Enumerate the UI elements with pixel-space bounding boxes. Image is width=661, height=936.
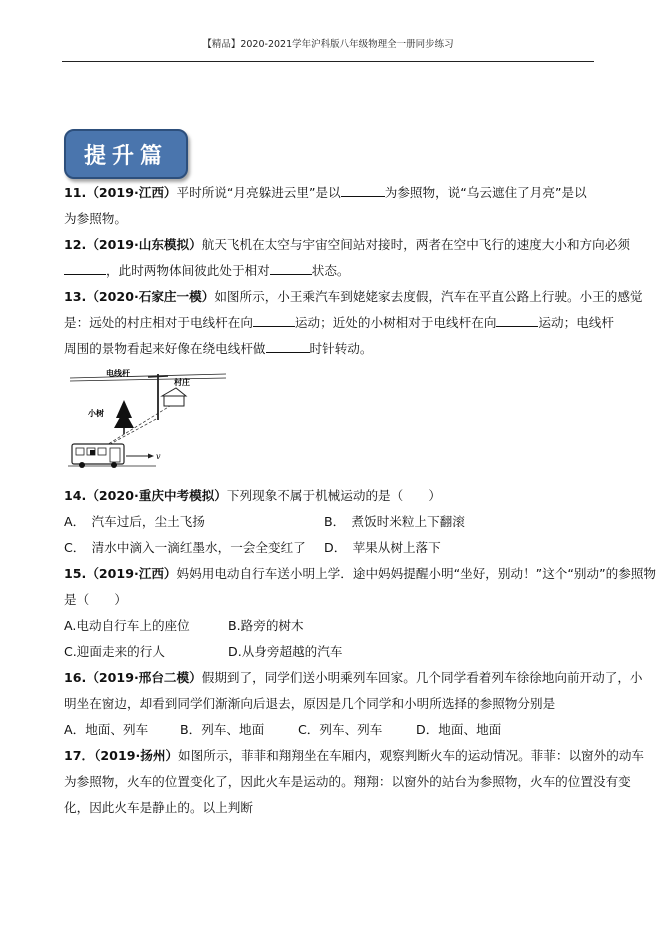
option-c: C.迎面走来的行人 <box>64 644 165 659</box>
bus-wheel <box>79 462 85 468</box>
option-a: A． 汽车过后，尘土飞扬 <box>64 514 205 529</box>
bus-window <box>76 448 84 455</box>
tree-label: 小树 <box>88 409 104 418</box>
village-label: 村庄 <box>174 378 190 387</box>
option-b: B． 煮饭时米粒上下翻滚 <box>324 514 465 529</box>
pole-crossarm <box>148 376 168 377</box>
answer-blank <box>496 314 538 327</box>
wire-line <box>70 378 226 381</box>
question-11-line-1: 11.（2019·江西）平时所说“月亮躲进云里”是以 为参照物，说“乌云遮住了月亮”是以 <box>64 185 587 200</box>
passenger-head <box>90 450 95 455</box>
answer-blank <box>266 340 310 353</box>
option-a: A．地面、列车 <box>64 722 149 737</box>
question-13-line-2: 是：远处的村庄相对于电线杆在向 运动；近处的小树相对于电线杆在向 运动；电线杆 <box>64 315 614 330</box>
header-divider <box>62 61 594 62</box>
question-number: 16. <box>64 670 87 685</box>
section-badge: 提升篇 <box>64 129 188 179</box>
question-17-line-1: 17．（2019·扬州）如图所示，菲菲和翔翔坐在车厢内，观察判断火车的运动情况。菲菲：以窗外的动车 <box>64 748 645 763</box>
option-d: D.从身旁超越的汽车 <box>228 644 343 659</box>
question-13-line-3: 周围的景物看起来好像在绕电线杆做 时针转动。 <box>64 341 373 356</box>
question-12-line-2: ，此时两物体间彼此处于相对 状态。 <box>64 262 350 280</box>
village-roof <box>162 388 186 396</box>
question-number: 11. <box>64 185 87 200</box>
answer-blank <box>253 314 295 327</box>
pole-label: 电线杆 <box>106 369 130 378</box>
question-source: （2019·江西） <box>86 566 177 581</box>
question-source: （2019·扬州） <box>94 748 179 763</box>
question-number: 15. <box>64 566 87 581</box>
bus-window <box>98 448 106 455</box>
option-b: B.路旁的树木 <box>228 618 304 633</box>
question-13-line-1: 13.（2020·石家庄一模）如图所示，小王乘汽车到姥姥家去度假，汽车在平直公路上行驶。小王的感觉 <box>64 289 643 304</box>
option-b: B．列车、地面 <box>180 722 265 737</box>
velocity-arrowhead <box>148 454 154 459</box>
question-16-line-1: 16.（2019·邢台二模）假期到了，同学们送小明乘列车回家。几个同学看着列车徐徐地向前开动了，小 <box>64 670 643 685</box>
question-number: 12. <box>64 237 87 252</box>
question-source: （2020·重庆中考模拟） <box>86 488 227 503</box>
tree-shape <box>114 410 134 428</box>
option-a: A.电动自行车上的座位 <box>64 618 190 633</box>
option-c: C．列车、列车 <box>298 722 383 737</box>
question-14-line-1: 14.（2020·重庆中考模拟）下列现象不属于机械运动的是（ ） <box>64 488 441 503</box>
question-number: 14. <box>64 488 87 503</box>
question-12-line-1: 12.（2019·山东模拟）航天飞机在太空与宇宙空间站对接时，两者在空中飞行的速度大小和方向必须 <box>64 237 630 252</box>
question-17-line-3: 化，因此火车是静止的。以上判断 <box>64 800 253 815</box>
option-c: C． 清水中滴入一滴红墨水，一会全变红了 <box>64 540 306 555</box>
question-source: （2019·山东模拟） <box>86 237 202 252</box>
page-header: 【精品】2020-2021学年沪科版八年级物理全一册同步练习 <box>202 39 454 50</box>
question-17-line-2: 为参照物，火车的位置变化了，因此火车是运动的。翔翔：以窗外的站台为参照物，火车的位置没有变 <box>64 774 631 789</box>
option-d: D． 苹果从树上落下 <box>324 540 441 555</box>
answer-blank <box>341 184 385 197</box>
question-number: 17． <box>64 748 95 763</box>
question-15-line-1: 15.（2019·江西）妈妈用电动自行车送小明上学．途中妈妈提醒小明“坐好，别动！”这个“别动”的参照物 <box>64 566 657 581</box>
question-number: 13. <box>64 289 87 304</box>
question-15-line-2: 是（ ） <box>64 592 127 607</box>
bus-wheel <box>111 462 117 468</box>
answer-blank <box>270 262 312 275</box>
village-house <box>164 396 184 406</box>
bus-door <box>110 448 120 462</box>
car-pole-village-figure <box>66 366 246 478</box>
wire-line <box>70 374 226 378</box>
question-11-line-2: 为参照物。 <box>64 211 127 226</box>
answer-blank <box>64 262 106 275</box>
velocity-label: v <box>156 452 161 461</box>
option-d: D．地面、地面 <box>416 722 502 737</box>
question-source: （2020·石家庄一模） <box>86 289 215 304</box>
question-16-line-2: 明坐在窗边，却看到同学们渐渐向后退去，原因是几个同学和小明所选择的参照物分别是 <box>64 696 556 711</box>
question-source: （2019·邢台二模） <box>86 670 202 685</box>
question-source: （2019·江西） <box>86 185 177 200</box>
